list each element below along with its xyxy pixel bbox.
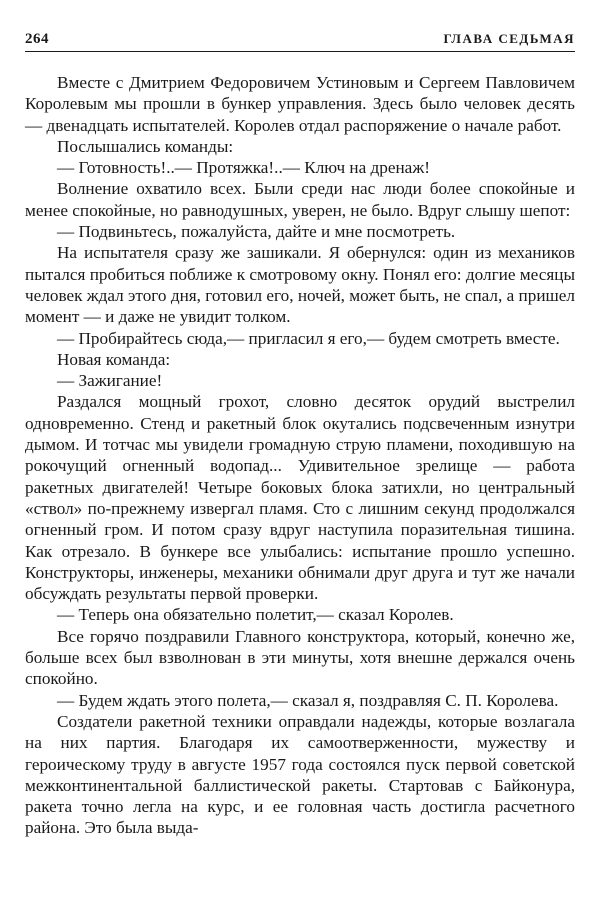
dialogue-line: — Подвиньтесь, пожалуйста, дайте и мне посмотреть.: [57, 222, 456, 242]
page-header: [25, 30, 575, 52]
dialogue-line: — Теперь она обязательно полетит,— сказал Королев.: [57, 605, 454, 625]
dialogue-line: — Зажигание!: [57, 371, 163, 391]
dialogue-line: — Пробирайтесь сюда,— пригласил я его,— будем смотреть вместе.: [57, 328, 560, 348]
dialogue-line: — Готовность!..— Протяжка!..— Ключ на дренаж!: [57, 158, 430, 178]
paragraph: Вместе с Дмитрием Федоровичем Устиновым и Сергеем Павловичем Королевым мы прошли в бункер управления. Здесь было человек десять — двенадцать испытателей. Королев отдал распоряжение о начале работ.: [25, 73, 575, 135]
paragraph: Послышались команды:: [57, 136, 234, 156]
paragraph: На испытателя сразу же зашикали. Я обернулся: один из механиков пытался пробиться поближе к смотровому окну. Понял его: долгие месяцы человек ждал этого дня, готовил его, ночей, может быть, не спал, а пришел момент — и даже не увидит толком.: [25, 243, 575, 327]
paragraph: Волнение охватило всех. Были среди нас люди более спокойные и менее спокойные, но равнодушных, уверен, не было. Вдруг слышу шепот:: [25, 179, 575, 220]
paragraph: Новая команда:: [57, 349, 171, 369]
book-page: [25, 30, 575, 839]
page-number: 264: [25, 31, 49, 47]
chapter-running-head: ГЛАВА СЕДЬМАЯ: [443, 31, 575, 46]
paragraph: Все горячо поздравили Главного конструктора, который, конечно же, больше всех был взволнован в эти минуты, хотя внешне держался очень спокойно.: [25, 626, 575, 689]
body-text: [25, 72, 575, 839]
paragraph: Создатели ракетной техники оправдали надежды, которые возлагала на них партия. Благодаря их самоотверженности, мужеству и героическому труду в августе 1957 года состоялся пуск первой советской межконтинентальной баллистической ракеты. Стартовав с Байконура, ракета точно легла на курс, и ее головная часть достигла расчетного района. Это была выда-: [25, 711, 575, 838]
dialogue-line: — Будем ждать этого полета,— сказал я, поздравляя С. П. Королева.: [57, 690, 559, 710]
paragraph: Раздался мощный грохот, словно десяток орудий выстрелил одновременно. Стенд и ракетный блок окутались подсвеченным изнутри дымом. И тотчас мы увидели громадную струю пламени, походившую на рокочущий огненный водопад... Удивительное зрелище — работа ракетных двигателей! Четыре боковых блока затихли, но центральный «ствол» по-прежнему извергал пламя. Сто с лишним секунд продолжался огненный гром. И потом сразу вдруг наступила поразительная тишина. Как отрезало. В бункере все улыбались: испытание прошло успешно. Конструкторы, инженеры, механики обнимали друг друга и тут же начали обсуждать результаты первой проверки.: [25, 392, 575, 604]
